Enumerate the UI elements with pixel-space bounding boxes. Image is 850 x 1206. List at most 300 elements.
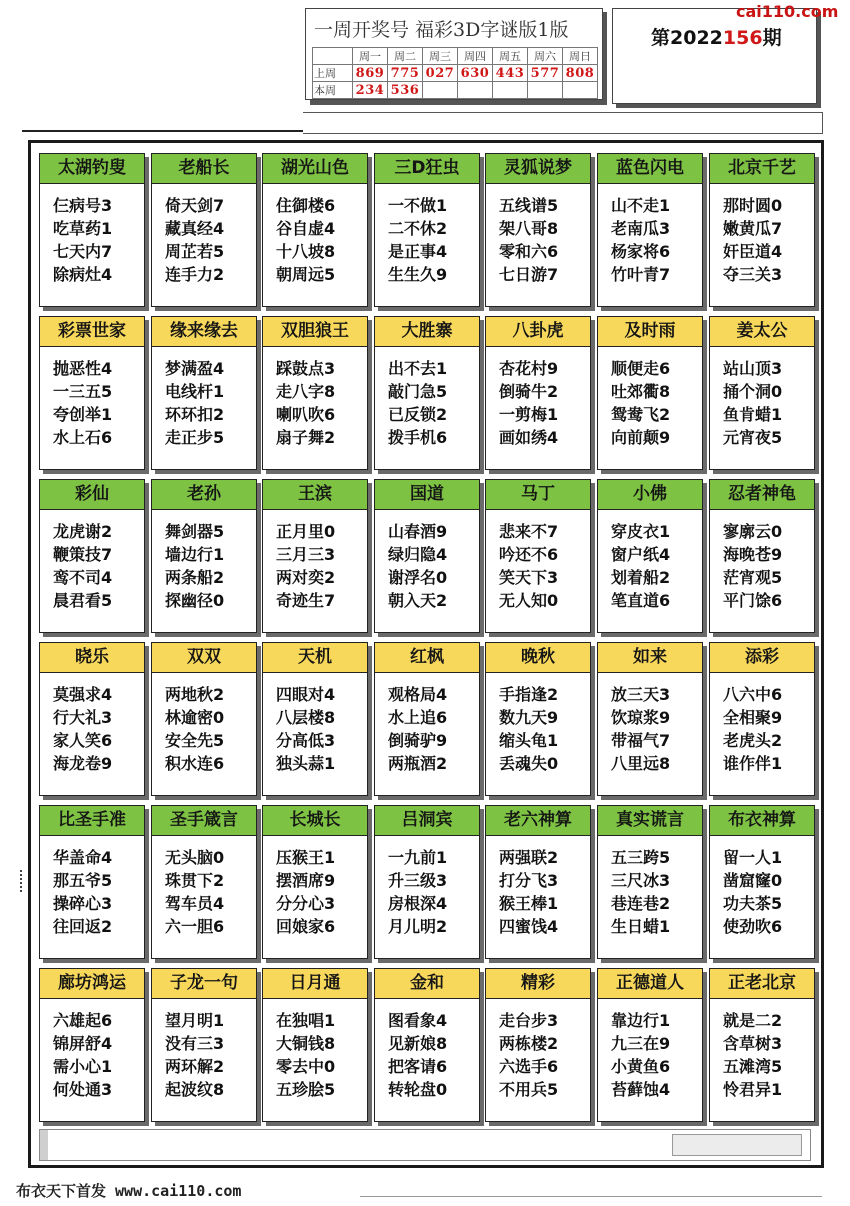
scrollbar-track-start[interactable] — [40, 1130, 48, 1160]
puzzle-line: 山不走1 — [611, 196, 671, 215]
puzzle-line: 九三在9 — [611, 1034, 671, 1053]
day-header: 周日 — [563, 48, 598, 65]
puzzle-card — [374, 805, 480, 959]
puzzle-line: 五珍脍5 — [276, 1080, 336, 1099]
puzzle-line: 莫强求4 — [53, 685, 113, 704]
puzzle-line: 舞剑器5 — [165, 522, 225, 541]
puzzle-card — [709, 316, 815, 470]
day-header: 周六 — [528, 48, 563, 65]
puzzle-card — [709, 153, 815, 307]
puzzle-line: 行大礼3 — [53, 708, 113, 727]
puzzle-line: 数九天9 — [499, 708, 559, 727]
puzzle-line: 嫩黄瓜7 — [723, 219, 783, 238]
puzzle-card — [485, 968, 591, 1122]
puzzle-line: 五滩湾5 — [723, 1057, 783, 1076]
puzzle-line: 六雄起6 — [53, 1011, 113, 1030]
card-body — [263, 836, 367, 938]
card-body — [152, 184, 256, 286]
puzzle-line: 丢魂失0 — [499, 754, 559, 773]
puzzle-card — [709, 968, 815, 1122]
issue-shadow — [817, 12, 821, 108]
card-title: 马丁 — [486, 480, 590, 510]
card-body — [40, 836, 144, 938]
puzzle-card — [709, 805, 815, 959]
puzzle-card — [709, 642, 815, 796]
card-body — [486, 347, 590, 449]
card-body — [263, 184, 367, 286]
puzzle-line: 起波纹8 — [165, 1080, 225, 1099]
puzzle-line: 带福气7 — [611, 731, 671, 750]
puzzle-line: 积水连6 — [165, 754, 225, 773]
puzzle-line: 六一胆6 — [165, 917, 225, 936]
puzzle-line: 山春酒9 — [388, 522, 448, 541]
card-title: 北京千艺 — [710, 154, 814, 184]
card-body — [263, 510, 367, 612]
issue-number — [651, 23, 782, 50]
puzzle-line: 无人知0 — [499, 591, 559, 610]
puzzle-line: 何处通3 — [53, 1080, 113, 1099]
draw-number: 027 — [423, 65, 458, 82]
card-body — [40, 510, 144, 612]
puzzle-line: 两瓶酒2 — [388, 754, 448, 773]
card-title: 八卦虎 — [486, 317, 590, 347]
puzzle-line: 穿皮衣1 — [611, 522, 671, 541]
draw-results-table — [312, 47, 598, 99]
card-title: 晚秋 — [486, 643, 590, 673]
card-title: 正德道人 — [598, 969, 702, 999]
puzzle-line: 需小心1 — [53, 1057, 113, 1076]
puzzle-line: 笑天下3 — [499, 568, 559, 587]
issue-number-value: 156 — [722, 27, 763, 49]
card-body — [375, 184, 479, 286]
puzzle-line: 奇迹生7 — [276, 591, 336, 610]
puzzle-line: 含草树3 — [723, 1034, 783, 1053]
puzzle-card — [151, 805, 257, 959]
row-label: 上周 — [313, 65, 353, 82]
puzzle-line: 走台步3 — [499, 1011, 559, 1030]
puzzle-card — [39, 316, 145, 470]
puzzle-card — [39, 153, 145, 307]
puzzle-line: 倒骑驴9 — [388, 731, 448, 750]
puzzle-line: 锦屏舒4 — [53, 1034, 113, 1053]
puzzle-line: 画如绣4 — [499, 428, 559, 447]
puzzle-line: 住御楼6 — [276, 196, 336, 215]
card-title: 忍者神龟 — [710, 480, 814, 510]
card-body — [152, 347, 256, 449]
card-title: 如来 — [598, 643, 702, 673]
puzzle-line: 出不去1 — [388, 359, 448, 378]
puzzle-card — [262, 642, 368, 796]
puzzle-line: 连手力2 — [165, 265, 225, 284]
puzzle-card — [597, 479, 703, 633]
card-body — [40, 184, 144, 286]
puzzle-line: 杏花村9 — [499, 359, 559, 378]
card-body — [152, 836, 256, 938]
puzzle-line: 谢浮名0 — [388, 568, 448, 587]
draw-number — [528, 82, 563, 99]
card-title: 红枫 — [375, 643, 479, 673]
puzzle-line: 打分飞3 — [499, 871, 559, 890]
puzzle-line: 观格局4 — [388, 685, 448, 704]
puzzle-line: 四蜜饯4 — [499, 917, 559, 936]
divider-box — [303, 112, 823, 134]
card-title: 廊坊鸿运 — [40, 969, 144, 999]
puzzle-line: 见新娘8 — [388, 1034, 448, 1053]
puzzle-card — [262, 805, 368, 959]
puzzle-line: 苔藓蚀4 — [611, 1080, 671, 1099]
puzzle-line: 功夫茶5 — [723, 894, 783, 913]
card-title: 姜太公 — [710, 317, 814, 347]
puzzle-card — [151, 153, 257, 307]
card-body — [375, 347, 479, 449]
puzzle-line: 两对奕2 — [276, 568, 336, 587]
puzzle-line: 水上石6 — [53, 428, 113, 447]
puzzle-line: 鞭策技7 — [53, 545, 113, 564]
puzzle-line: 寥廓云0 — [723, 522, 783, 541]
puzzle-line: 电线杆1 — [165, 382, 225, 401]
last-week-row — [313, 65, 598, 82]
puzzle-line: 靠边行1 — [611, 1011, 671, 1030]
puzzle-line: 安全先5 — [165, 731, 225, 750]
puzzle-line: 划着船2 — [611, 568, 671, 587]
puzzle-line: 朝周远5 — [276, 265, 336, 284]
puzzle-line: 两条船2 — [165, 568, 225, 587]
card-title: 金和 — [375, 969, 479, 999]
card-title: 精彩 — [486, 969, 590, 999]
puzzle-card — [262, 316, 368, 470]
day-header: 周一 — [353, 48, 388, 65]
table-corner — [313, 48, 353, 65]
puzzle-line: 往回返2 — [53, 917, 113, 936]
puzzle-line: 分分心3 — [276, 894, 336, 913]
puzzle-line: 已反锁2 — [388, 405, 448, 424]
puzzle-line: 海龙卷9 — [53, 754, 113, 773]
card-body — [375, 999, 479, 1101]
horizontal-scrollbar[interactable] — [39, 1129, 811, 1161]
puzzle-line: 八层楼8 — [276, 708, 336, 727]
draw-number: 775 — [388, 65, 423, 82]
puzzle-line: 摆酒席9 — [276, 871, 336, 890]
draw-number: 808 — [563, 65, 598, 82]
card-body — [598, 347, 702, 449]
puzzle-line: 抛恶性4 — [53, 359, 113, 378]
card-title: 添彩 — [710, 643, 814, 673]
card-title: 及时雨 — [598, 317, 702, 347]
puzzle-line: 老虎头2 — [723, 731, 783, 750]
puzzle-line: 架八哥8 — [499, 219, 559, 238]
puzzle-line: 吃草药1 — [53, 219, 113, 238]
puzzle-card — [39, 805, 145, 959]
puzzle-line: 悲来不7 — [499, 522, 559, 541]
card-body — [710, 999, 814, 1101]
issue-shadow — [616, 104, 821, 108]
edge-marks — [20, 870, 24, 892]
puzzle-line: 七天内7 — [53, 242, 113, 261]
puzzle-line: 七日游7 — [499, 265, 559, 284]
puzzle-card — [374, 479, 480, 633]
puzzle-line: 除病灶4 — [53, 265, 113, 284]
site-logo[interactable]: cai110.com — [736, 2, 839, 21]
puzzle-line: 缩头龟1 — [499, 731, 559, 750]
puzzle-line: 喇叭吹6 — [276, 405, 336, 424]
row-label: 本周 — [313, 82, 353, 99]
puzzle-card — [485, 642, 591, 796]
puzzle-line: 一九前1 — [388, 848, 448, 867]
card-body — [40, 999, 144, 1101]
card-body — [152, 673, 256, 775]
card-title: 彩票世家 — [40, 317, 144, 347]
card-body — [710, 673, 814, 775]
puzzle-line: 全相聚9 — [723, 708, 783, 727]
card-title: 老孙 — [152, 480, 256, 510]
card-body — [486, 836, 590, 938]
puzzle-line: 分高低3 — [276, 731, 336, 750]
card-title: 三D狂虫 — [375, 154, 479, 184]
puzzle-line: 四眼对4 — [276, 685, 336, 704]
card-title: 灵狐说梦 — [486, 154, 590, 184]
puzzle-line: 两栋楼2 — [499, 1034, 559, 1053]
puzzle-line: 环环扣2 — [165, 405, 225, 424]
puzzle-line: 周芷若5 — [165, 242, 225, 261]
card-body — [375, 836, 479, 938]
card-body — [598, 510, 702, 612]
puzzle-line: 谷自虚4 — [276, 219, 336, 238]
puzzle-line: 两环解2 — [165, 1057, 225, 1076]
card-body — [263, 673, 367, 775]
puzzle-line: 那五爷5 — [53, 871, 113, 890]
puzzle-line: 压猴王1 — [276, 848, 336, 867]
puzzle-line: 茫宵观5 — [723, 568, 783, 587]
puzzle-line: 走正步5 — [165, 428, 225, 447]
puzzle-line: 元宵夜5 — [723, 428, 783, 447]
puzzle-line: 转轮盘0 — [388, 1080, 448, 1099]
puzzle-line: 窗户纸4 — [611, 545, 671, 564]
puzzle-line: 珠贯下2 — [165, 871, 225, 890]
puzzle-line: 晨君看5 — [53, 591, 113, 610]
puzzle-card — [597, 642, 703, 796]
card-title: 子龙一句 — [152, 969, 256, 999]
draw-number: 443 — [493, 65, 528, 82]
card-body — [486, 184, 590, 286]
puzzle-line: 留一人1 — [723, 848, 783, 867]
puzzle-line: 八六中6 — [723, 685, 783, 704]
puzzle-line: 就是二2 — [723, 1011, 783, 1030]
puzzle-line: 拨手机6 — [388, 428, 448, 447]
puzzle-line: 一不做1 — [388, 196, 448, 215]
puzzle-line: 探幽径0 — [165, 591, 225, 610]
card-title: 老六神算 — [486, 806, 590, 836]
card-body — [263, 999, 367, 1101]
puzzle-line: 绿归隐4 — [388, 545, 448, 564]
puzzle-line: 踩鼓点3 — [276, 359, 336, 378]
card-title: 彩仙 — [40, 480, 144, 510]
puzzle-line: 操碎心3 — [53, 894, 113, 913]
puzzle-line: 墙边行1 — [165, 545, 225, 564]
puzzle-line: 顺便走6 — [611, 359, 671, 378]
card-title: 正老北京 — [710, 969, 814, 999]
puzzle-line: 放三天3 — [611, 685, 671, 704]
day-header: 周五 — [493, 48, 528, 65]
card-title: 真实谎言 — [598, 806, 702, 836]
puzzle-line: 二不休2 — [388, 219, 448, 238]
puzzle-line: 八里远8 — [611, 754, 671, 773]
puzzle-line: 扇子舞2 — [276, 428, 336, 447]
puzzle-line: 那时圆0 — [723, 196, 783, 215]
puzzle-line: 零和六6 — [499, 242, 559, 261]
puzzle-line: 图看象4 — [388, 1011, 448, 1030]
puzzle-line: 平门馀6 — [723, 591, 783, 610]
puzzle-card — [597, 805, 703, 959]
puzzle-line: 仨病号3 — [53, 196, 113, 215]
issue-suffix: 期 — [762, 27, 782, 49]
puzzle-line: 梦满盈4 — [165, 359, 225, 378]
puzzle-card — [151, 642, 257, 796]
day-header: 周二 — [388, 48, 423, 65]
puzzle-line: 生生久9 — [388, 265, 448, 284]
puzzle-line: 使劲吹6 — [723, 917, 783, 936]
card-body — [710, 347, 814, 449]
puzzle-line: 零去中0 — [276, 1057, 336, 1076]
puzzle-line: 站山顶3 — [723, 359, 783, 378]
puzzle-line: 吐郊衢8 — [611, 382, 671, 401]
puzzle-line: 五线谱5 — [499, 196, 559, 215]
puzzle-line: 鸾不司4 — [53, 568, 113, 587]
puzzle-line: 怜君异1 — [723, 1080, 783, 1099]
card-body — [598, 999, 702, 1101]
card-body — [486, 673, 590, 775]
card-title: 小佛 — [598, 480, 702, 510]
day-header: 周三 — [423, 48, 458, 65]
puzzle-card — [262, 968, 368, 1122]
puzzle-line: 在独唱1 — [276, 1011, 336, 1030]
card-body — [40, 673, 144, 775]
card-body — [598, 836, 702, 938]
puzzle-line: 向前颠9 — [611, 428, 671, 447]
puzzle-line: 鱼肯蜡1 — [723, 405, 783, 424]
draw-number: 577 — [528, 65, 563, 82]
card-body — [152, 999, 256, 1101]
card-body — [40, 347, 144, 449]
card-title: 长城长 — [263, 806, 367, 836]
puzzle-line: 五三跨5 — [611, 848, 671, 867]
puzzle-card — [151, 968, 257, 1122]
divider — [22, 130, 304, 132]
puzzle-line: 老南瓜3 — [611, 219, 671, 238]
puzzle-card — [151, 479, 257, 633]
scrollbar-thumb[interactable] — [672, 1134, 802, 1156]
issue-prefix: 第2022 — [651, 27, 723, 49]
puzzle-card — [39, 479, 145, 633]
puzzle-line: 不用兵5 — [499, 1080, 559, 1099]
puzzle-line: 月儿明2 — [388, 917, 448, 936]
puzzle-line: 手指逢2 — [499, 685, 559, 704]
puzzle-line: 两地秋2 — [165, 685, 225, 704]
puzzle-line: 华盖命4 — [53, 848, 113, 867]
puzzle-line: 升三级3 — [388, 871, 448, 890]
puzzle-line: 房根深4 — [388, 894, 448, 913]
puzzle-card — [374, 642, 480, 796]
puzzle-line: 家人笑6 — [53, 731, 113, 750]
puzzle-line: 夺三关3 — [723, 265, 783, 284]
puzzle-line: 巷连巷2 — [611, 894, 671, 913]
puzzle-card — [485, 316, 591, 470]
draw-number — [458, 82, 493, 99]
header-shadow — [310, 100, 607, 105]
puzzle-line: 三月三3 — [276, 545, 336, 564]
card-body — [152, 510, 256, 612]
puzzle-line: 捅个洞0 — [723, 382, 783, 401]
puzzle-line: 大铜钱8 — [276, 1034, 336, 1053]
puzzle-card — [485, 479, 591, 633]
this-week-row — [313, 82, 598, 99]
card-title: 蓝色闪电 — [598, 154, 702, 184]
puzzle-line: 林逾密0 — [165, 708, 225, 727]
puzzle-card — [485, 805, 591, 959]
puzzle-line: 十八坡8 — [276, 242, 336, 261]
puzzle-line: 藏真经4 — [165, 219, 225, 238]
draw-number — [493, 82, 528, 99]
card-title: 老船长 — [152, 154, 256, 184]
puzzle-card — [39, 968, 145, 1122]
puzzle-line: 是正事4 — [388, 242, 448, 261]
card-title: 吕洞宾 — [375, 806, 479, 836]
card-title: 布衣神算 — [710, 806, 814, 836]
draw-number — [423, 82, 458, 99]
puzzle-line: 谁作伴1 — [723, 754, 783, 773]
card-body — [598, 673, 702, 775]
puzzle-board — [28, 140, 824, 1168]
card-body — [486, 999, 590, 1101]
draw-number: 536 — [388, 82, 423, 99]
puzzle-line: 奸臣道4 — [723, 242, 783, 261]
draw-number: 234 — [353, 82, 388, 99]
puzzle-line: 独头蒜1 — [276, 754, 336, 773]
draw-number: 630 — [458, 65, 493, 82]
puzzle-line: 没有三3 — [165, 1034, 225, 1053]
puzzle-line: 朝入天2 — [388, 591, 448, 610]
puzzle-line: 驾车员4 — [165, 894, 225, 913]
day-header: 周四 — [458, 48, 493, 65]
card-body — [598, 184, 702, 286]
puzzle-card — [374, 316, 480, 470]
puzzle-line: 把客请6 — [388, 1057, 448, 1076]
page-title: 一周开奖号 福彩3D字谜版1版 — [314, 19, 569, 41]
puzzle-card — [485, 153, 591, 307]
puzzle-card — [262, 479, 368, 633]
puzzle-line: 正月里0 — [276, 522, 336, 541]
header-shadow — [603, 12, 607, 104]
card-title: 圣手箴言 — [152, 806, 256, 836]
draw-results-panel — [305, 8, 603, 100]
puzzle-line: 吟还不6 — [499, 545, 559, 564]
puzzle-line: 生日蜡1 — [611, 917, 671, 936]
card-body — [710, 184, 814, 286]
puzzle-card — [151, 316, 257, 470]
card-title: 双胆狼王 — [263, 317, 367, 347]
card-body — [710, 836, 814, 938]
issue-panel — [612, 8, 817, 104]
footer-divider — [360, 1196, 822, 1197]
table-header-row — [313, 48, 598, 65]
footer-text[interactable]: 布衣天下首发 www.cai110.com — [16, 1182, 242, 1200]
puzzle-line: 一三五5 — [53, 382, 113, 401]
puzzle-line: 海晚苍9 — [723, 545, 783, 564]
puzzle-card — [374, 153, 480, 307]
card-body — [375, 510, 479, 612]
puzzle-line: 回娘家6 — [276, 917, 336, 936]
puzzle-line: 六选手6 — [499, 1057, 559, 1076]
puzzle-card — [39, 642, 145, 796]
